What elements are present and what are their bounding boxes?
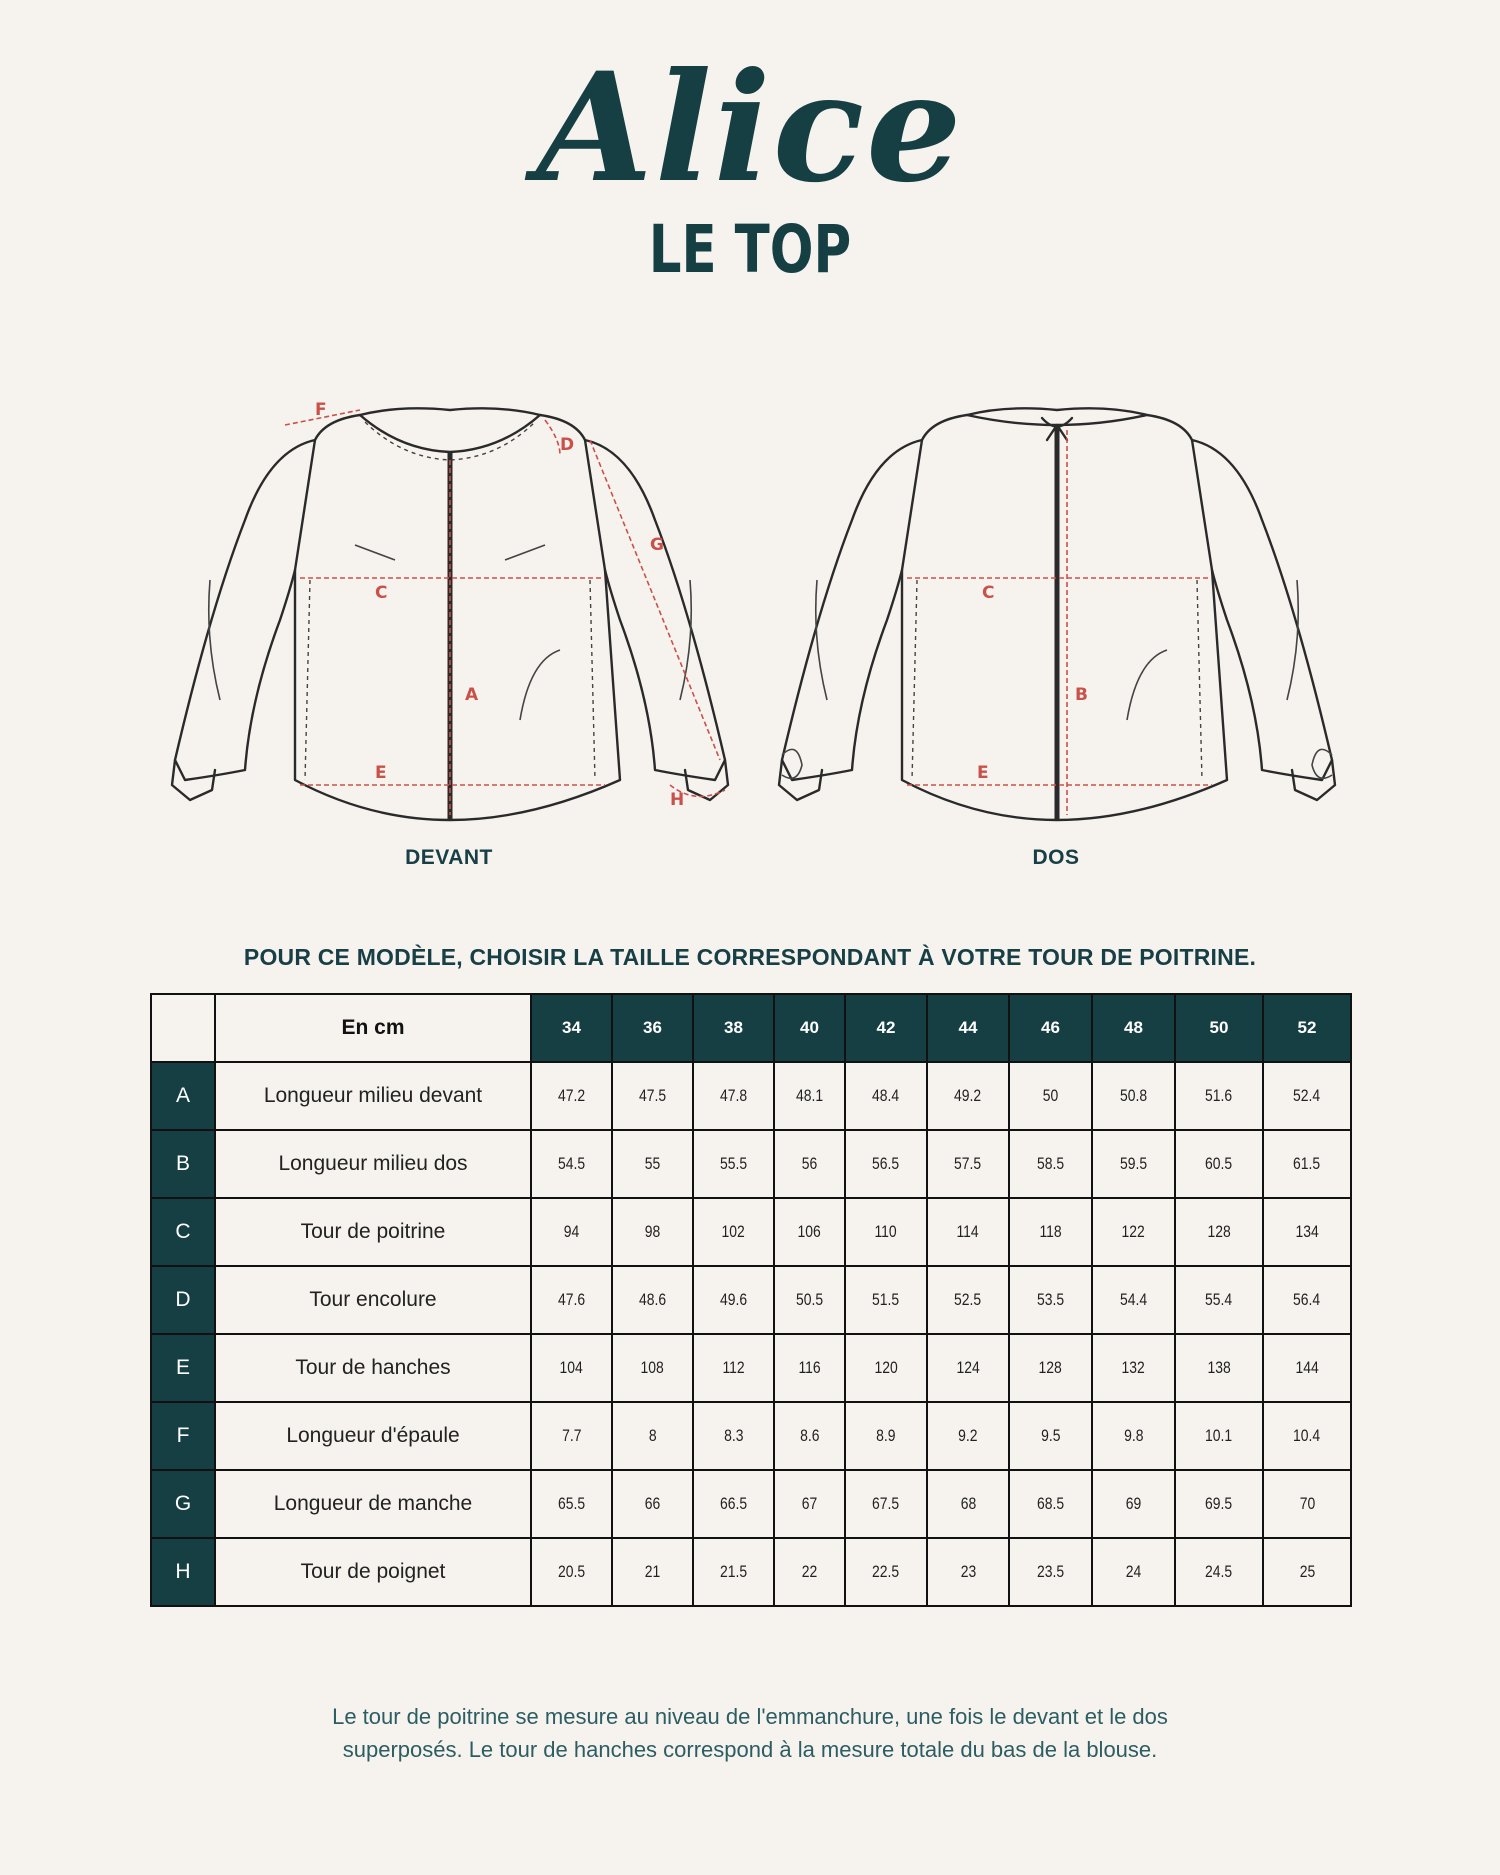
- table-row: [151, 1266, 1351, 1334]
- measurement-cell: [1175, 1266, 1263, 1334]
- size-header: 38: [693, 994, 774, 1062]
- measurement-cell: [1175, 1538, 1263, 1606]
- svg-text:C: C: [982, 583, 995, 603]
- measurement-cell: [927, 1334, 1009, 1402]
- measurement-cell: [1092, 1402, 1175, 1470]
- size-header: 46: [1009, 994, 1092, 1062]
- measurement-cell: [1092, 1334, 1175, 1402]
- measurement-value: 50.8: [1119, 1086, 1148, 1105]
- measurement-value: 68.5: [1036, 1494, 1065, 1513]
- measurement-value: 67: [801, 1494, 818, 1513]
- measurement-cell: [531, 1538, 612, 1606]
- measurement-cell: [927, 1062, 1009, 1130]
- measurement-cell: [612, 1334, 693, 1402]
- measurement-cell: [1175, 1062, 1263, 1130]
- measurement-value: 48.4: [872, 1086, 900, 1105]
- measurement-value: 52.4: [1293, 1086, 1321, 1105]
- row-letter: H: [151, 1538, 215, 1606]
- row-label: Tour de poitrine: [215, 1198, 531, 1266]
- measurement-value: 120: [874, 1358, 898, 1377]
- measurement-value: 110: [874, 1222, 898, 1241]
- measurement-value: 23: [960, 1562, 976, 1581]
- measurement-cell: [693, 1402, 774, 1470]
- measurement-cell: [1175, 1402, 1263, 1470]
- measurement-value: 8.6: [799, 1426, 820, 1445]
- measurement-cell: [1009, 1198, 1092, 1266]
- measurement-value: 8.3: [723, 1426, 744, 1445]
- measurement-value: 47.6: [557, 1290, 586, 1309]
- table-row: [151, 1538, 1351, 1606]
- measurement-value: 55: [644, 1154, 661, 1173]
- measurement-value: 24: [1125, 1562, 1142, 1581]
- measurement-value: 102: [721, 1222, 746, 1241]
- table-header-row: [151, 994, 1351, 1062]
- measurement-value: 68: [960, 1494, 976, 1513]
- measurement-cell: [531, 1198, 612, 1266]
- measurement-cell: [774, 1334, 845, 1402]
- row-label: Longueur milieu devant: [215, 1062, 531, 1130]
- measurement-cell: [693, 1334, 774, 1402]
- row-label: Tour de hanches: [215, 1334, 531, 1402]
- measurement-cell: [693, 1130, 774, 1198]
- measurement-value: 65.5: [557, 1494, 586, 1513]
- measurement-value: 69.5: [1205, 1494, 1233, 1513]
- row-letter: G: [151, 1470, 215, 1538]
- measurement-cell: [1263, 1062, 1351, 1130]
- measurement-value: 61.5: [1293, 1154, 1321, 1173]
- measurement-value: 98: [644, 1222, 661, 1241]
- measurement-cell: [927, 1470, 1009, 1538]
- size-header: 50: [1175, 994, 1263, 1062]
- measurement-cell: [531, 1334, 612, 1402]
- measurement-value: 70: [1299, 1494, 1315, 1513]
- unit-header: En cm: [215, 994, 531, 1062]
- measurement-cell: [1009, 1470, 1092, 1538]
- table-row: [151, 1470, 1351, 1538]
- row-label: Tour de poignet: [215, 1538, 531, 1606]
- measurement-value: 48.1: [795, 1086, 824, 1105]
- measurement-value: 9.5: [1040, 1426, 1061, 1445]
- measurement-cell: [693, 1538, 774, 1606]
- measurement-value: 94: [563, 1222, 580, 1241]
- row-label: Tour encolure: [215, 1266, 531, 1334]
- measurement-cell: [1263, 1402, 1351, 1470]
- measurement-cell: [531, 1130, 612, 1198]
- measurement-cell: [1092, 1538, 1175, 1606]
- measurement-value: 49.2: [954, 1086, 982, 1105]
- measurement-value: 104: [559, 1358, 584, 1377]
- measurement-value: 138: [1207, 1358, 1231, 1377]
- svg-text:C: C: [375, 583, 388, 603]
- measurement-cell: [531, 1402, 612, 1470]
- measurement-cell: [1009, 1538, 1092, 1606]
- svg-text:G: G: [650, 535, 664, 555]
- measurement-cell: [927, 1538, 1009, 1606]
- measurement-cell: [612, 1402, 693, 1470]
- table-row: [151, 1198, 1351, 1266]
- measurement-cell: [612, 1266, 693, 1334]
- row-letter: B: [151, 1130, 215, 1198]
- row-letter: F: [151, 1402, 215, 1470]
- measurement-cell: [1263, 1198, 1351, 1266]
- measurement-cell: [927, 1402, 1009, 1470]
- measurement-cell: [1092, 1130, 1175, 1198]
- measurement-value: 10.1: [1205, 1426, 1233, 1445]
- measurement-value: 9.2: [958, 1426, 978, 1445]
- measurement-cell: [1175, 1130, 1263, 1198]
- measurement-cell: [845, 1198, 927, 1266]
- brand-title: Alice: [536, 40, 964, 216]
- measurement-value: 21: [644, 1562, 661, 1581]
- measurement-value: 112: [722, 1358, 745, 1377]
- svg-text:E: E: [375, 763, 387, 783]
- measurement-value: 54.5: [557, 1154, 586, 1173]
- measurement-value: 48.6: [638, 1290, 667, 1309]
- measurement-cell: [1092, 1062, 1175, 1130]
- measurement-cell: [1009, 1266, 1092, 1334]
- product-subtitle: LE TOP: [648, 211, 852, 288]
- measurement-cell: [774, 1130, 845, 1198]
- size-header: 42: [845, 994, 927, 1062]
- measurement-cell: [845, 1470, 927, 1538]
- measurement-cell: [612, 1470, 693, 1538]
- measurement-cell: [927, 1198, 1009, 1266]
- measurement-cell: [693, 1062, 774, 1130]
- measurement-value: 114: [956, 1222, 980, 1241]
- measurement-value: 116: [798, 1358, 821, 1377]
- measurement-value: 51.6: [1205, 1086, 1233, 1105]
- measurement-cell: [774, 1266, 845, 1334]
- measurement-cell: [1009, 1130, 1092, 1198]
- measurement-cell: [774, 1062, 845, 1130]
- measurement-cell: [531, 1266, 612, 1334]
- table-row: [151, 1062, 1351, 1130]
- svg-text:H: H: [670, 790, 685, 810]
- measurement-value: 54.4: [1119, 1290, 1148, 1309]
- measurement-cell: [1263, 1538, 1351, 1606]
- table-corner-cell: [151, 994, 215, 1062]
- measurement-cell: [845, 1334, 927, 1402]
- measurement-value: 56.4: [1293, 1290, 1321, 1309]
- measurement-cell: [1263, 1266, 1351, 1334]
- measurement-value: 9.8: [1123, 1426, 1144, 1445]
- size-header: 48: [1092, 994, 1175, 1062]
- row-label: Longueur milieu dos: [215, 1130, 531, 1198]
- measurement-cell: [1263, 1130, 1351, 1198]
- measurement-cell: [693, 1198, 774, 1266]
- measurement-value: 22: [801, 1562, 818, 1581]
- measurement-value: 59.5: [1119, 1154, 1148, 1173]
- table-row: [151, 1130, 1351, 1198]
- measurement-value: 20.5: [557, 1562, 586, 1581]
- row-letter: D: [151, 1266, 215, 1334]
- measurement-cell: [1263, 1470, 1351, 1538]
- measurement-cell: [845, 1538, 927, 1606]
- measurement-cell: [612, 1538, 693, 1606]
- table-row: [151, 1334, 1351, 1402]
- measurement-cell: [1175, 1198, 1263, 1266]
- measurement-cell: [774, 1402, 845, 1470]
- measurement-value: 124: [956, 1358, 980, 1377]
- front-sketch: [150, 380, 750, 830]
- row-letter: C: [151, 1198, 215, 1266]
- measurement-cell: [1009, 1334, 1092, 1402]
- measurement-value: 132: [1121, 1358, 1146, 1377]
- measurement-value: 52.5: [954, 1290, 982, 1309]
- measurement-value: 128: [1207, 1222, 1231, 1241]
- measurement-value: 21.5: [719, 1562, 748, 1581]
- measurement-cell: [612, 1198, 693, 1266]
- measurement-note: Le tour de poitrine se mesure au niveau de l'emmanchure, une fois le devant et le dos superposés. Le tour de hanches correspond à la mesure totale du bas de la blouse.: [332, 1704, 1168, 1762]
- back-label: DOS: [1032, 846, 1080, 869]
- measurement-value: 8.9: [876, 1426, 896, 1445]
- measurement-value: 69: [1125, 1494, 1142, 1513]
- svg-text:E: E: [977, 763, 989, 783]
- measurement-value: 47.8: [719, 1086, 748, 1105]
- measurement-value: 55.5: [719, 1154, 748, 1173]
- measurement-cell: [612, 1062, 693, 1130]
- svg-text:D: D: [560, 435, 575, 455]
- measurement-value: 56: [801, 1154, 818, 1173]
- measurement-cell: [531, 1470, 612, 1538]
- measurement-value: 118: [1039, 1222, 1062, 1241]
- front-label: DEVANT: [405, 846, 493, 869]
- size-header: 36: [612, 994, 693, 1062]
- measurement-cell: [774, 1470, 845, 1538]
- measurement-value: 50: [1042, 1086, 1059, 1105]
- measurement-value: 7.7: [561, 1426, 582, 1445]
- measurement-cell: [1009, 1402, 1092, 1470]
- measurement-cell: [612, 1130, 693, 1198]
- row-label: Longueur d'épaule: [215, 1402, 531, 1470]
- measurement-cell: [927, 1266, 1009, 1334]
- measurement-value: 47.2: [557, 1086, 586, 1105]
- measurement-value: 106: [797, 1222, 822, 1241]
- measurement-value: 56.5: [872, 1154, 900, 1173]
- back-sketch: [757, 380, 1357, 830]
- measurement-value: 25: [1299, 1562, 1315, 1581]
- size-header: 52: [1263, 994, 1351, 1062]
- measurement-value: 128: [1038, 1358, 1063, 1377]
- measurement-cell: [693, 1470, 774, 1538]
- measurement-value: 58.5: [1036, 1154, 1065, 1173]
- measurement-value: 66.5: [719, 1494, 748, 1513]
- svg-text:B: B: [1075, 685, 1088, 705]
- measurement-value: 108: [640, 1358, 665, 1377]
- size-instruction: POUR CE MODÈLE, CHOISIR LA TAILLE CORRESPONDANT À VOTRE TOUR DE POITRINE.: [243, 944, 1257, 970]
- measurement-value: 55.4: [1205, 1290, 1233, 1309]
- measurement-cell: [1263, 1334, 1351, 1402]
- measurement-value: 10.4: [1293, 1426, 1321, 1445]
- row-letter: A: [151, 1062, 215, 1130]
- measurement-cell: [774, 1198, 845, 1266]
- measurement-cell: [845, 1130, 927, 1198]
- size-chart-table: [150, 993, 1352, 1607]
- size-header: 44: [927, 994, 1009, 1062]
- row-letter: E: [151, 1334, 215, 1402]
- measurement-value: 22.5: [872, 1562, 900, 1581]
- measurement-value: 47.5: [638, 1086, 667, 1105]
- measurement-cell: [1092, 1470, 1175, 1538]
- measurement-value: 66: [644, 1494, 661, 1513]
- measurement-value: 57.5: [954, 1154, 982, 1173]
- measurement-cell: [1175, 1470, 1263, 1538]
- measurement-cell: [1009, 1062, 1092, 1130]
- measurement-cell: [1092, 1198, 1175, 1266]
- measurement-cell: [845, 1266, 927, 1334]
- table-row: [151, 1402, 1351, 1470]
- measurement-value: 53.5: [1036, 1290, 1065, 1309]
- measurement-value: 24.5: [1205, 1562, 1233, 1581]
- measurement-cell: [1175, 1334, 1263, 1402]
- measurement-cell: [927, 1130, 1009, 1198]
- measurement-value: 23.5: [1036, 1562, 1065, 1581]
- measurement-value: 49.6: [719, 1290, 748, 1309]
- measurement-cell: [531, 1062, 612, 1130]
- measurement-cell: [693, 1266, 774, 1334]
- measurement-cell: [845, 1062, 927, 1130]
- measurement-value: 122: [1121, 1222, 1146, 1241]
- measurement-cell: [774, 1538, 845, 1606]
- measurement-value: 67.5: [872, 1494, 900, 1513]
- measurement-cell: [845, 1402, 927, 1470]
- size-header: 40: [774, 994, 845, 1062]
- measurement-value: 50.5: [795, 1290, 824, 1309]
- measurement-value: 8: [648, 1426, 657, 1445]
- size-header: 34: [531, 994, 612, 1062]
- measurement-value: 134: [1295, 1222, 1319, 1241]
- svg-text:A: A: [465, 685, 479, 705]
- svg-text:F: F: [315, 400, 327, 420]
- measurement-value: 144: [1295, 1358, 1319, 1377]
- row-label: Longueur de manche: [215, 1470, 531, 1538]
- measurement-value: 60.5: [1205, 1154, 1233, 1173]
- measurement-value: 51.5: [872, 1290, 900, 1309]
- measurement-cell: [1092, 1266, 1175, 1334]
